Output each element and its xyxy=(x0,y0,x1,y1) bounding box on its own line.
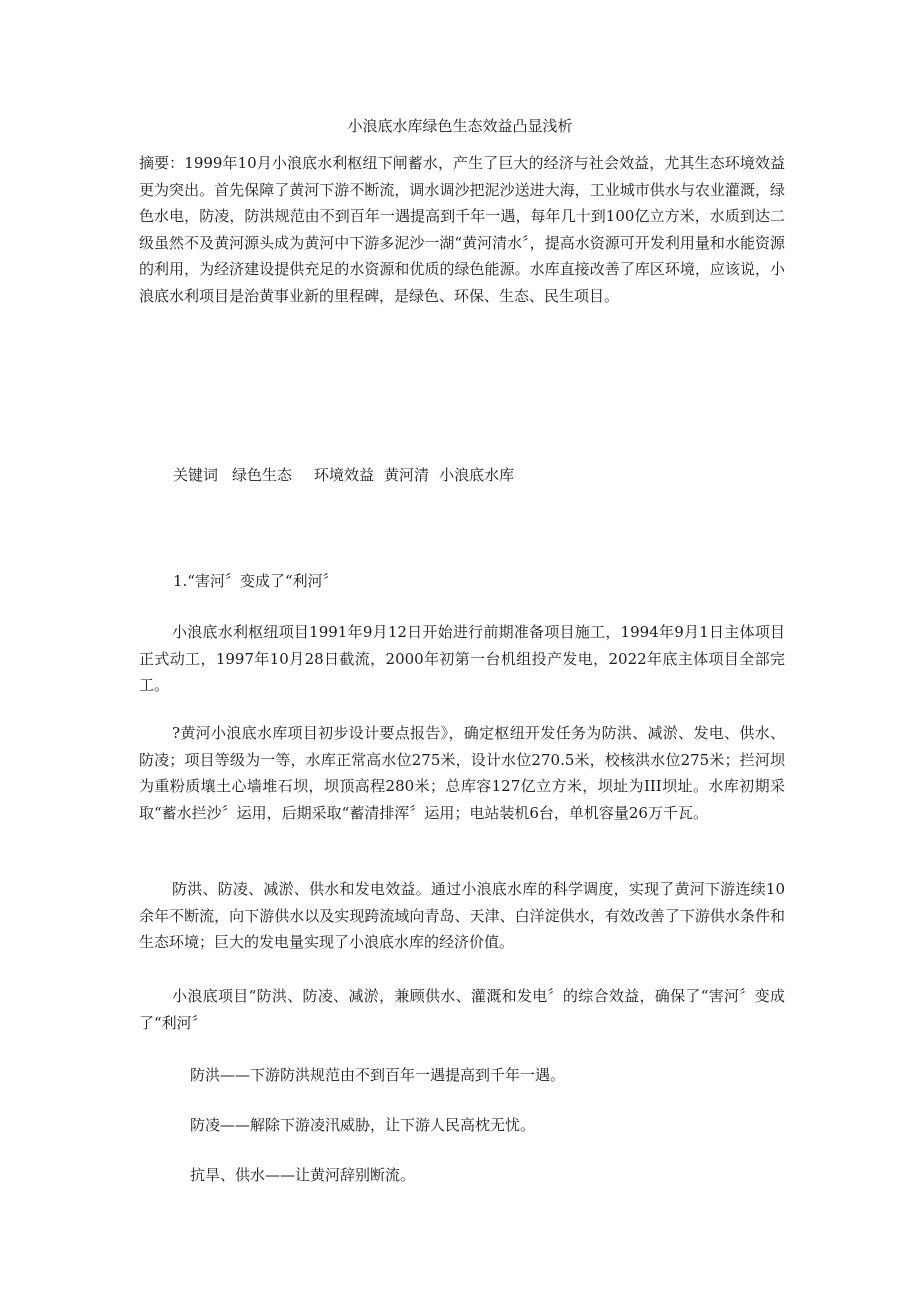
benefit-item: 抗旱、供水——让黄河辞别断流。 xyxy=(190,1166,416,1184)
keyword-item: 环境效益 xyxy=(314,466,375,484)
section-heading: 1.“害河〞变成了“利河〞 xyxy=(173,572,338,590)
benefit-item: 防凌——解除下游凌汛威胁，让下游人民高枕无忧。 xyxy=(190,1116,536,1134)
keywords-row xyxy=(173,462,514,488)
body-paragraph: 小浪底水利枢纽项目1991年9月12日开始进行前期准备项目施工，1994年9月1日主体项目正式动工，1997年10月28日截流，2000年初第一台机组投产发电，2022年底主体项目全部完工。 xyxy=(139,623,785,694)
body-paragraph: ?黄河小浪底水库项目初步设计要点报告》，确定枢纽开发任务为防洪、减淤、发电、供水、防凌；项目等级为一等，水库正常高水位275米，设计水位270.5米，校核洪水位275米；拦河坝为重粉质壤土心墙堆石坝，坝顶高程280米；总库容127亿立方米，坝址为III坝址。水库初期采取“蓄水拦沙〞运用，后期采取“蓄清排浑〞运用；电站装机6台，单机容量26万千瓦。 xyxy=(139,724,785,822)
body-paragraph: 防洪、防凌、减淤、供水和发电效益。通过小浪底水库的科学调度，实现了黄河下游连续10余年不断流，向下游供水以及实现跨流域向青岛、天津、白洋淀供水，有效改善了下游供水条件和生态环境；巨大的发电量实现了小浪底水库的经济价值。 xyxy=(139,880,785,951)
abstract-paragraph: 摘要：1999年10月小浪底水利枢纽下闸蓄水，产生了巨大的经济与社会效益，尤其生态环境效益更为突出。首先保障了黄河下游不断流，调水调沙把泥沙送进大海，工业城市供水与农业灌溉，绿色水电，防凌，防洪规范由不到百年一遇提高到千年一遇，每年几十到100亿立方米，水质到达二级虽然不及黄河源头成为黄河中下游多泥沙一湖“黄河清水〞，提高水资源可开发利用量和水能资源的利用，为经济建设提供充足的水资源和优质的绿色能源。水库直接改善了库区环境，应该说，小浪底水利项目是治黄事业新的里程碑，是绿色、环保、生态、民生项目。 xyxy=(139,154,785,305)
keywords-label: 关键词 xyxy=(173,466,219,484)
keyword-item: 绿色生态 xyxy=(232,466,293,484)
keyword-item: 黄河清 xyxy=(384,466,430,484)
document-title: 小浪底水库绿色生态效益凸显浅析 xyxy=(347,117,573,135)
benefit-item: 防洪——下游防洪规范由不到百年一遇提高到千年一遇。 xyxy=(190,1066,566,1084)
body-paragraph: 小浪底项目“防洪、防凌、减淤，兼顾供水、灌溉和发电〞的综合效益，确保了“害河〞变成了“利河〞 xyxy=(139,987,785,1032)
keyword-item: 小浪底水库 xyxy=(439,466,515,484)
